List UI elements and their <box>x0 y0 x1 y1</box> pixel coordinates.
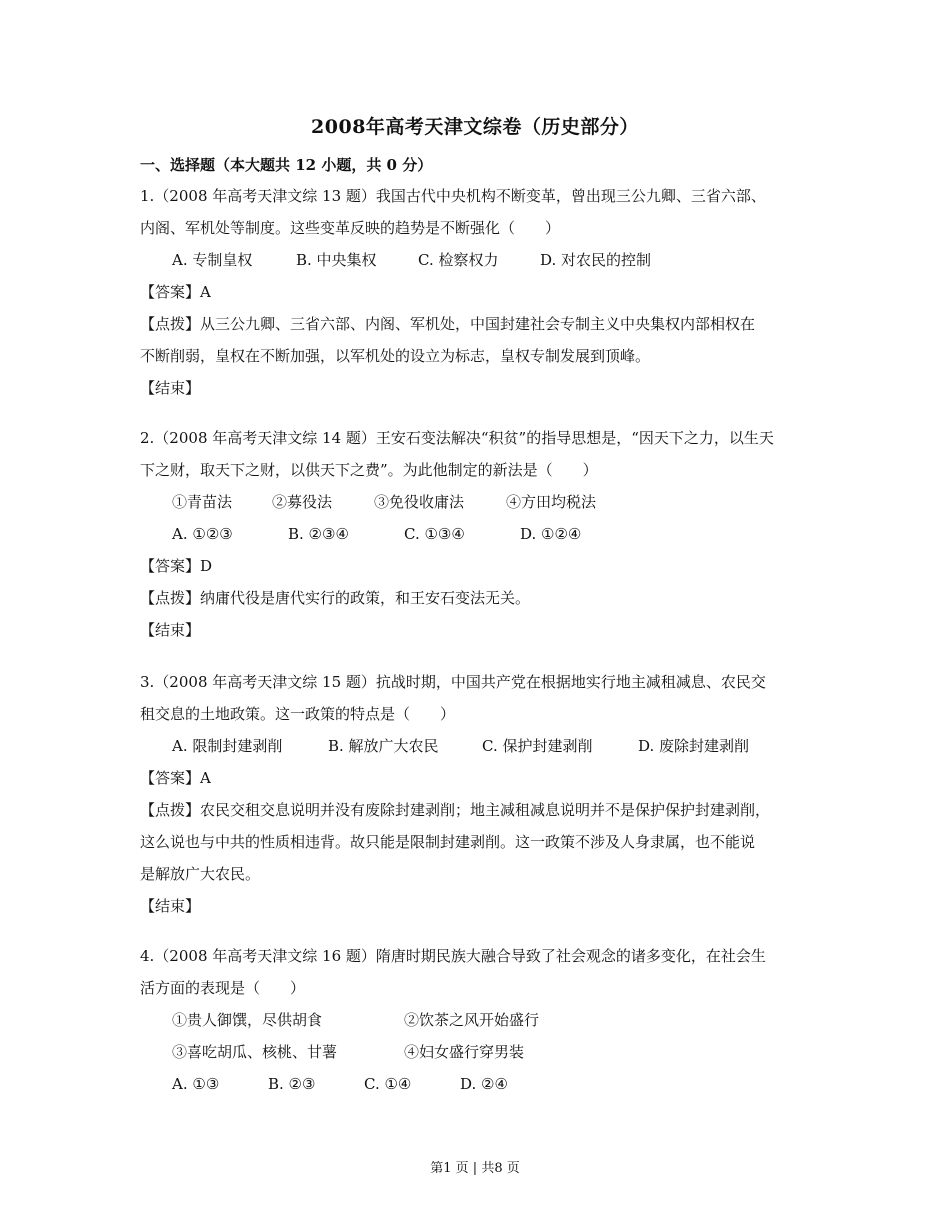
q1-option-c: C. 检察权力 <box>418 251 499 269</box>
q1-hint-line-1: 【点拨】从三公九卿、三省六部、内阁、军机处，中国封建社会专制主义中央集权内部相权在 <box>140 315 756 333</box>
q3-hint-line-3: 是解放广大农民。 <box>140 865 261 883</box>
q2-option-d: D. ①②④ <box>520 525 582 543</box>
q4-option-c: C. ①④ <box>364 1075 412 1093</box>
q4-item-4: ④妇女盛行穿男装 <box>404 1043 525 1061</box>
q2-stem-line-2: 下之财，取天下之财，以供天下之费”。为此他制定的新法是（ ） <box>140 461 598 479</box>
q2-item-4: ④方田均税法 <box>506 493 597 511</box>
q2-items <box>172 492 596 512</box>
q4-stem-line-2: 活方面的表现是（ ） <box>140 979 306 997</box>
q3-option-a: A. 限制封建剥削 <box>172 737 283 755</box>
q1-stem-line-2: 内阁、军机处等制度。这些变革反映的趋势是不断强化（ ） <box>140 219 561 237</box>
q2-item-2: ②募役法 <box>272 493 333 511</box>
q1-options <box>172 250 651 270</box>
page-title: 2008年高考天津文综卷（历史部分） <box>311 116 639 138</box>
q2-option-b: B. ②③④ <box>288 525 349 543</box>
q2-item-3: ③免役收庸法 <box>374 493 465 511</box>
q1-option-d: D. 对农民的控制 <box>540 251 652 269</box>
q2-option-c: C. ①③④ <box>404 525 465 543</box>
q1-hint-line-2: 不断削弱，皇权在不断加强，以军机处的设立为标志，皇权专制发展到顶峰。 <box>140 347 651 365</box>
q3-option-b: B. 解放广大农民 <box>328 737 439 755</box>
q3-end: 【结束】 <box>140 897 201 915</box>
q1-option-b: B. 中央集权 <box>296 251 377 269</box>
section-heading: 一、选择题（本大题共 12 小题，共 0 分） <box>140 156 433 174</box>
q4-option-d: D. ②④ <box>460 1075 508 1093</box>
q4-items-row-2 <box>172 1042 524 1062</box>
q2-option-a: A. ①②③ <box>172 525 233 543</box>
q1-answer: 【答案】A <box>140 283 211 301</box>
q4-item-2: ②饮茶之风开始盛行 <box>404 1011 540 1029</box>
q3-answer: 【答案】A <box>140 769 211 787</box>
q1-end: 【结束】 <box>140 379 201 397</box>
q1-stem-line-1: 1.（2008 年高考天津文综 13 题）我国古代中央机构不断变革，曾出现三公九卿、三省六部、 <box>140 187 766 205</box>
q4-item-1: ①贵人御馔，尽供胡食 <box>172 1011 323 1029</box>
q4-option-a: A. ①③ <box>172 1075 220 1093</box>
q2-options <box>172 524 581 544</box>
q4-option-b: B. ②③ <box>268 1075 316 1093</box>
q4-options <box>172 1074 508 1094</box>
q3-options <box>172 736 749 756</box>
page-footer: 第1 页 | 共8 页 <box>430 1161 520 1176</box>
q2-answer: 【答案】D <box>140 557 213 575</box>
q2-stem-line-1: 2.（2008 年高考天津文综 14 题）王安石变法解决“积贫”的指导思想是，“因天下之力，以生天 <box>140 429 774 447</box>
q2-end: 【结束】 <box>140 621 201 639</box>
q4-items-row-1 <box>172 1010 539 1030</box>
q3-option-d: D. 废除封建剥削 <box>638 737 750 755</box>
q3-stem-line-2: 租交息的土地政策。这一政策的特点是（ ） <box>140 705 456 723</box>
q3-stem-line-1: 3.（2008 年高考天津文综 15 题）抗战时期，中国共产党在根据地实行地主减租减息、农民交 <box>140 673 766 691</box>
q2-item-1: ①青苗法 <box>172 493 233 511</box>
q1-option-a: A. 专制皇权 <box>172 251 253 269</box>
q2-hint-line-1: 【点拨】纳庸代役是唐代实行的政策，和王安石变法无关。 <box>140 589 531 607</box>
q3-option-c: C. 保护封建剥削 <box>482 737 593 755</box>
q3-hint-line-1: 【点拨】农民交租交息说明并没有废除封建剥削；地主减租减息说明并不是保护保护封建剥削， <box>140 801 771 819</box>
q4-item-3: ③喜吃胡瓜、核桃、甘薯 <box>172 1043 338 1061</box>
q4-stem-line-1: 4.（2008 年高考天津文综 16 题）隋唐时期民族大融合导致了社会观念的诸多变化，在社会生 <box>140 947 766 965</box>
q3-hint-line-2: 这么说也与中共的性质相违背。故只能是限制封建剥削。这一政策不涉及人身隶属，也不能说 <box>140 833 756 851</box>
